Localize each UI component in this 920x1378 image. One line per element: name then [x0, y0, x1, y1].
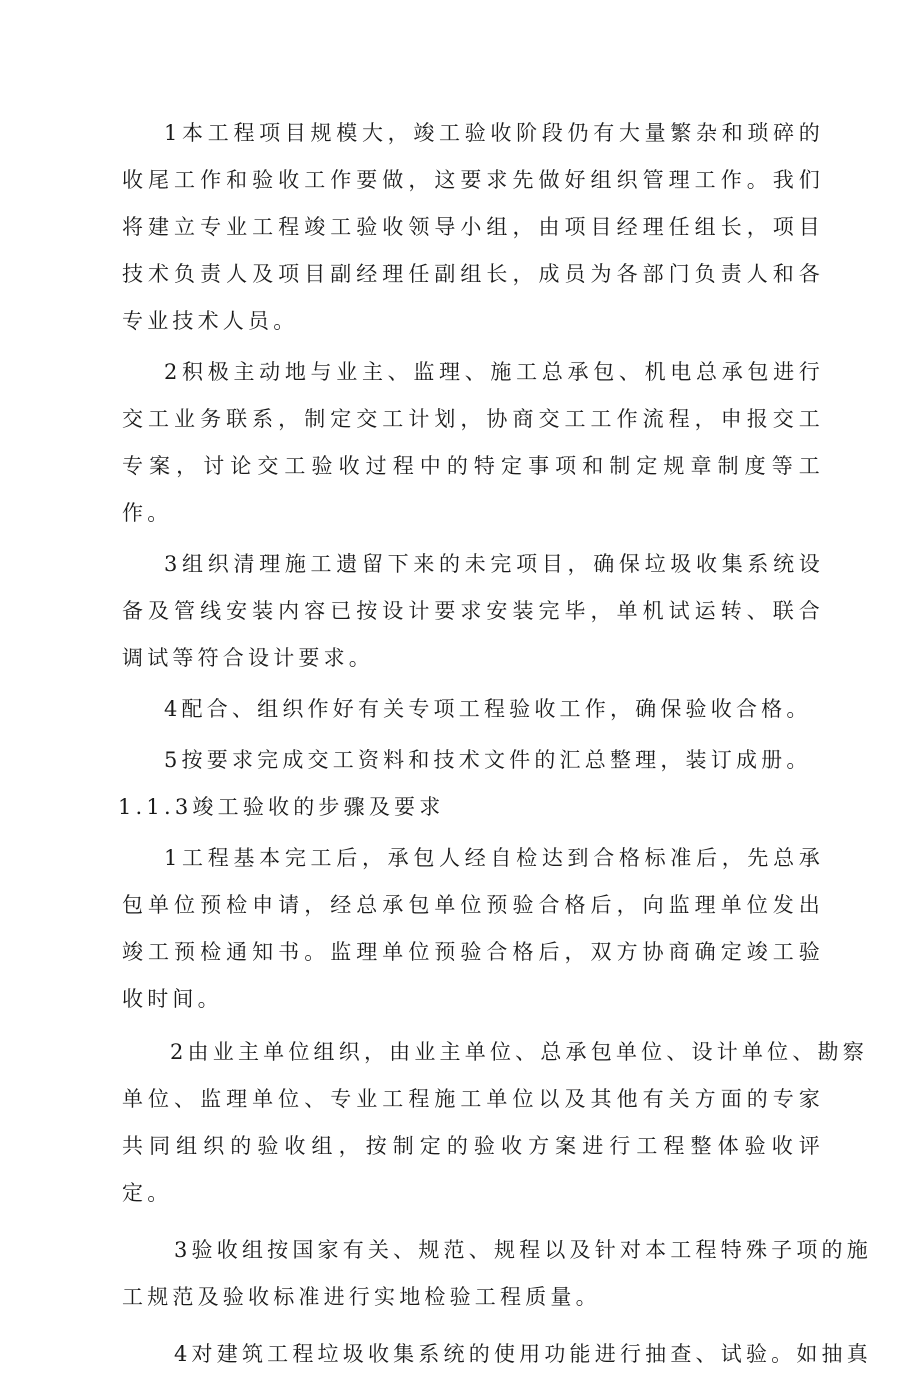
paragraph-5: 5按要求完成交工资料和技术文件的汇总整理，装订成册。	[164, 748, 812, 772]
step-1: 1工程基本完工后，承包人经自检达到合格标准后，先总承包单位预检申请，经总承包单位预验合格后，向监理单位发出竣工预检通知书。监理单位预验合格后，双方协商确定竣工验收时间。	[122, 846, 824, 1011]
step-3-continuation: 工规范及验收标准进行实地检验工程质量。	[122, 1285, 601, 1309]
spacer	[122, 1321, 824, 1331]
paragraph-3: 3组织清理施工遗留下来的未完项目，确保垃圾收集系统设备及管线安装内容已按设计要求安装完毕，单机试运转、联合调试等符合设计要求。	[122, 552, 824, 670]
spacer	[122, 1217, 824, 1227]
step-2-continuation: 单位、监理单位、专业工程施工单位以及其他有关方面的专家共同组织的验收组，按制定的验收方案进行工程整体验收评定。	[122, 1087, 824, 1205]
paragraph-4: 4配合、组织作好有关专项工程验收工作，确保验收合格。	[164, 697, 812, 721]
step-2-first-line: 2由业主单位组织，由业主单位、总承包单位、设计单位、勘察	[170, 1040, 868, 1064]
paragraph-2: 2积极主动地与业主、监理、施工总承包、机电总承包进行交工业务联系，制定交工计划，协商交工工作流程，申报交工专案，讨论交工验收过程中的特定事项和制定规章制度等工作。	[122, 360, 824, 525]
section-heading: 1.1.3竣工验收的步骤及要求	[118, 795, 445, 819]
document-body	[118, 110, 872, 1378]
step-3-first-line: 3验收组按国家有关、规范、规程以及针对本工程特殊子项的施	[174, 1238, 872, 1262]
step-4-first-line: 4对建筑工程垃圾收集系统的使用功能进行抽查、试验。如抽真	[174, 1342, 872, 1366]
paragraph-1: 1本工程项目规模大，竣工验收阶段仍有大量繁杂和琐碎的收尾工作和验收工作要做，这要求先做好组织管理工作。我们将建立专业工程竣工验收领导小组，由项目经理任组长，项目技术负责人及项目副经理任副组长，成员为各部门负责人和各专业技术人员。	[122, 121, 824, 333]
